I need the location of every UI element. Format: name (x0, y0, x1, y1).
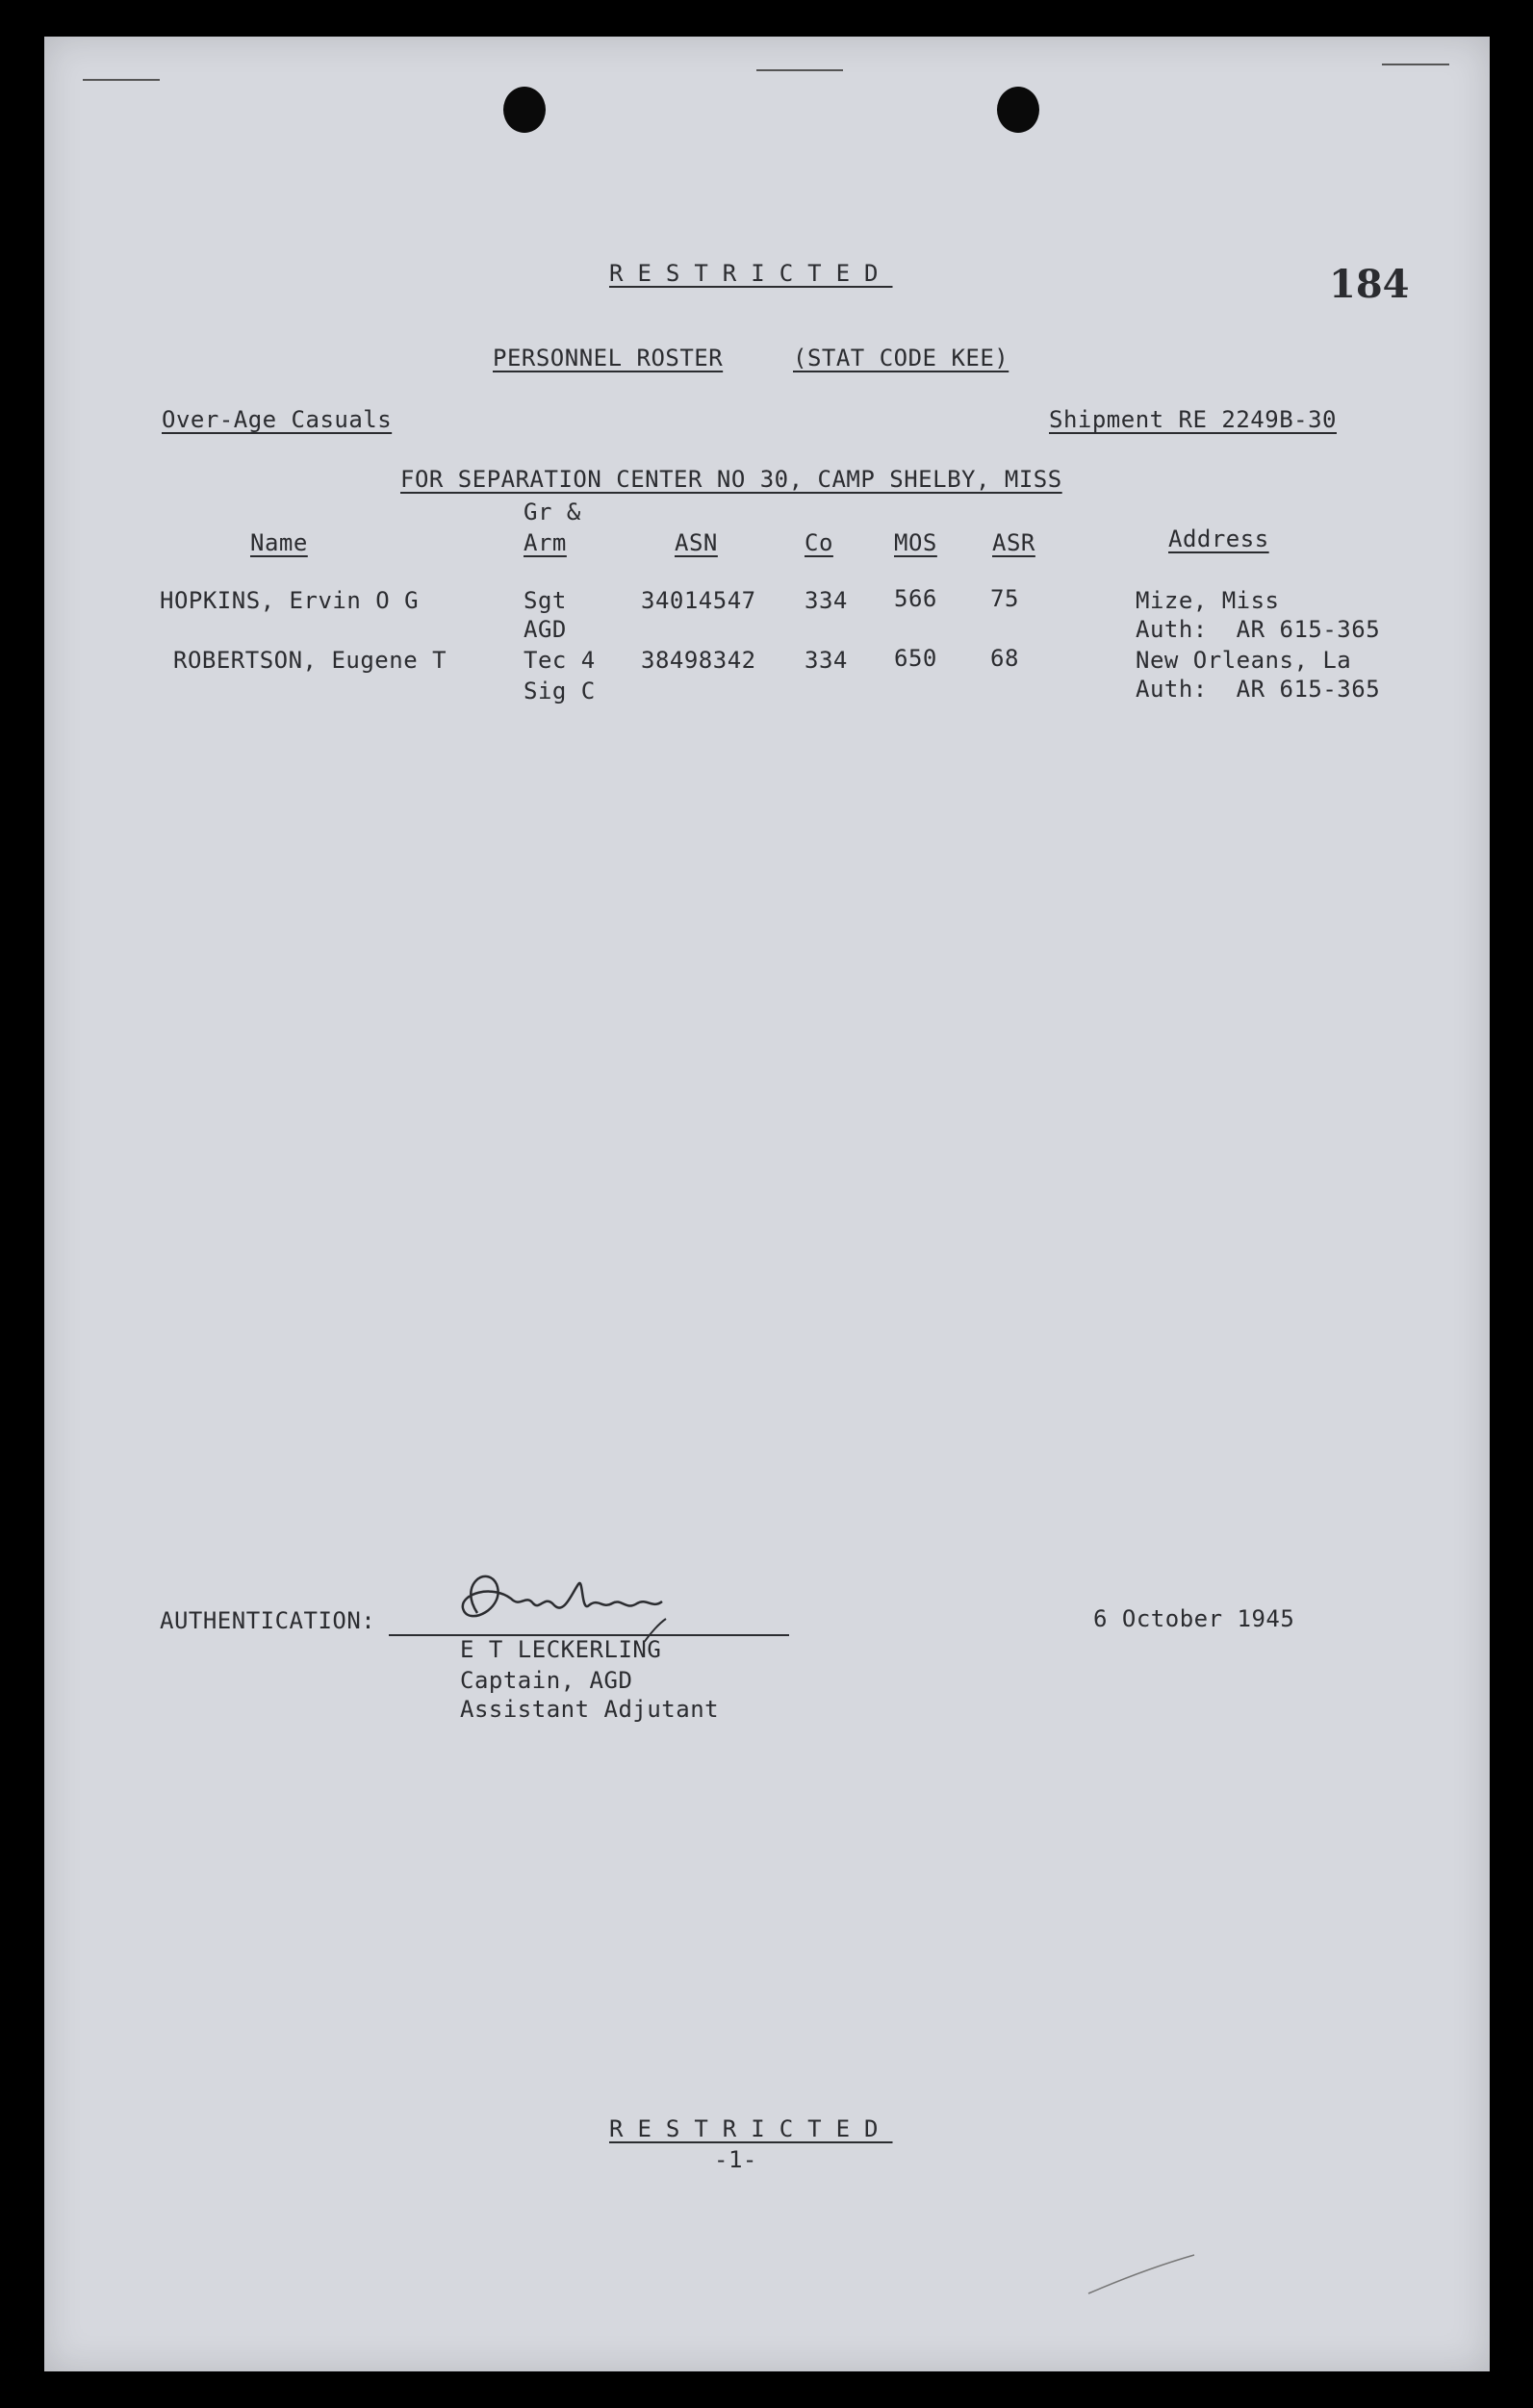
row-grade: Tec 4 (524, 647, 596, 674)
row-arm: Sig C (524, 678, 596, 704)
page-number: 184 (1329, 262, 1410, 307)
row-mos: 566 (894, 585, 937, 612)
row-name: HOPKINS, Ervin O G (160, 587, 420, 614)
row-grade: Sgt (524, 587, 567, 614)
signature (420, 1555, 708, 1642)
row-auth: Auth: AR 615-365 (1136, 676, 1381, 703)
destination-label: FOR SEPARATION CENTER NO 30, CAMP SHELBY, MISS (400, 466, 1062, 493)
row-asn: 34014547 (641, 587, 756, 614)
footer-page: -1- (714, 2146, 757, 2173)
col-header-mos: MOS (894, 529, 937, 556)
edge-mark (756, 69, 843, 71)
row-co: 334 (805, 647, 848, 674)
document-page (44, 37, 1490, 2371)
col-header-name: Name (250, 529, 308, 556)
col-header-grade-arm-top: Gr & (524, 499, 581, 525)
edge-mark (83, 79, 160, 81)
officer-title: Assistant Adjutant (460, 1696, 720, 1723)
row-arm: AGD (524, 616, 567, 643)
row-asr: 68 (990, 645, 1019, 672)
punch-hole-left (503, 87, 546, 133)
authentication-label: AUTHENTICATION: (160, 1607, 376, 1634)
col-header-asr: ASR (992, 529, 1035, 556)
group-label: Over-Age Casuals (162, 406, 393, 433)
edge-mark (1382, 64, 1449, 65)
col-header-asn: ASN (675, 529, 718, 556)
officer-rank: Captain, AGD (460, 1667, 633, 1694)
officer-name: E T LECKERLING (460, 1636, 662, 1663)
row-asr: 75 (990, 585, 1019, 612)
punch-hole-right (997, 87, 1039, 133)
classification-bottom: RESTRICTED (609, 2115, 893, 2142)
row-auth: Auth: AR 615-365 (1136, 616, 1381, 643)
col-header-address: Address (1168, 525, 1269, 552)
shipment-label: Shipment RE 2249B-30 (1049, 406, 1337, 433)
stat-code: (STAT CODE KEE) (793, 345, 1009, 371)
row-address: Mize, Miss (1136, 587, 1280, 614)
row-name: ROBERTSON, Eugene T (173, 647, 447, 674)
classification-top: RESTRICTED (609, 260, 893, 287)
roster-title: PERSONNEL ROSTER (493, 345, 724, 371)
document-date: 6 October 1945 (1093, 1605, 1295, 1632)
row-address: New Orleans, La (1136, 647, 1352, 674)
row-co: 334 (805, 587, 848, 614)
col-header-co: Co (805, 529, 833, 556)
row-mos: 650 (894, 645, 937, 672)
col-header-grade-arm-bottom: Arm (524, 529, 567, 556)
pencil-mark (1084, 2250, 1199, 2298)
row-asn: 38498342 (641, 647, 756, 674)
